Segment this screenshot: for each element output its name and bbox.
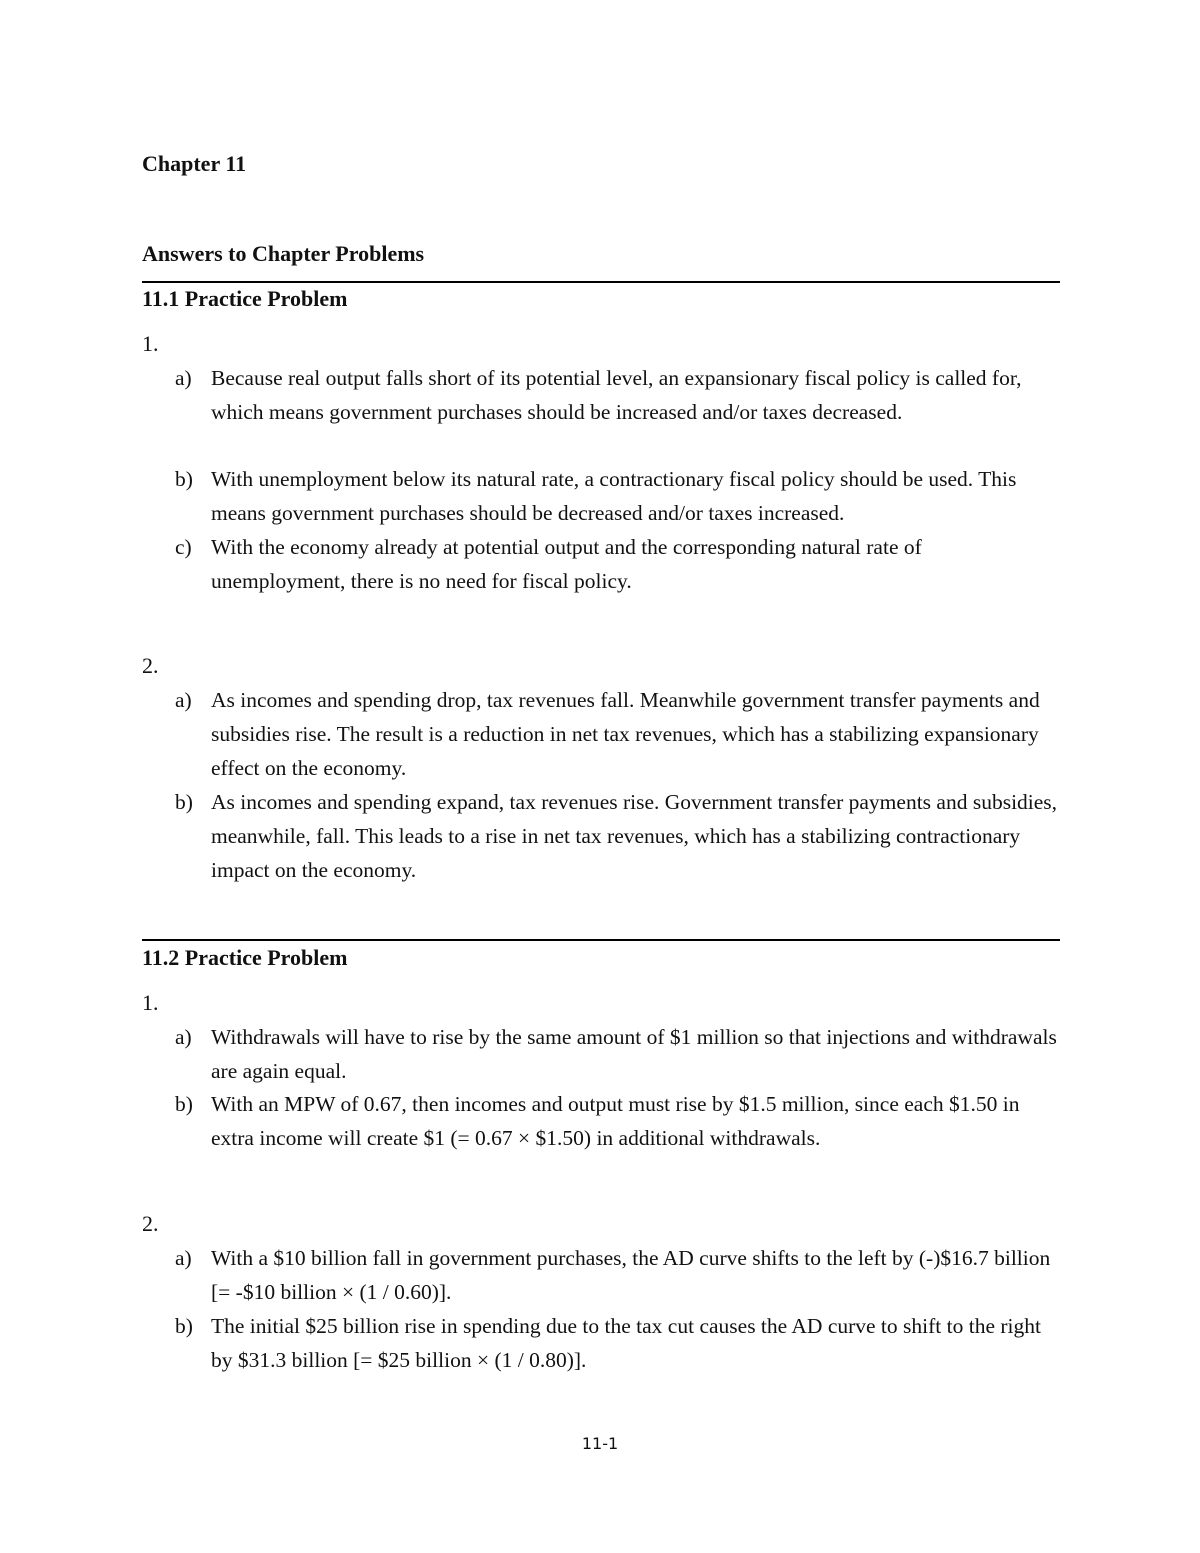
problem-number: 2. <box>142 653 159 678</box>
answer-letter: a) <box>175 1246 192 1270</box>
answer-text: Withdrawals will have to rise by the same amount of $1 million so that injections and withdrawals are again equal. <box>211 1025 1057 1083</box>
chapter-title: Chapter 11 <box>142 151 247 176</box>
answer-letter: b) <box>175 1314 193 1338</box>
answer-text: With unemployment below its natural rate, a contractionary fiscal policy should be used. This means government purchases should be decreased and/or taxes increased. <box>211 467 1017 525</box>
answer-letter: b) <box>175 1092 193 1116</box>
answer-letter: c) <box>175 535 192 559</box>
answer-letter: a) <box>175 1025 192 1049</box>
answer-text: The initial $25 billion rise in spending due to the tax cut causes the AD curve to shift to the right by $31.3 billion [= $25 billion × (1 / 0.80)]. <box>211 1314 1041 1372</box>
answer-item <box>175 1087 1060 1155</box>
answer-item <box>175 530 1060 598</box>
answers-heading: Answers to Chapter Problems <box>142 241 425 266</box>
problem-number: 1. <box>142 990 159 1015</box>
answer-letter: b) <box>175 790 193 814</box>
answer-text: With the economy already at potential output and the corresponding natural rate of unemployment, there is no need for fiscal policy. <box>211 535 922 593</box>
problem-number: 2. <box>142 1211 159 1236</box>
answer-item <box>175 683 1060 785</box>
page-number: 11-1 <box>581 1434 619 1453</box>
answer-letter: a) <box>175 688 192 712</box>
section-title: 11.1 Practice Problem <box>142 286 348 311</box>
answer-item <box>175 1309 1060 1377</box>
answer-item <box>175 462 1060 530</box>
section-divider <box>142 281 1060 283</box>
section-divider <box>142 939 1060 941</box>
answer-text: With a $10 billion fall in government purchases, the AD curve shifts to the left by (-)$16.7 billion [= -$10 billion × (1 / 0.60)]. <box>211 1246 1051 1304</box>
answer-item <box>175 1241 1060 1309</box>
answer-text: Because real output falls short of its potential level, an expansionary fiscal policy is called for, which means government purchases should be increased and/or taxes decreased. <box>211 366 1022 424</box>
answer-text: As incomes and spending drop, tax revenues fall. Meanwhile government transfer payments and subsidies rise. The result is a reduction in net tax revenues, which has a stabilizing expansionary effect on the economy. <box>211 688 1040 780</box>
problem-number: 1. <box>142 331 159 356</box>
answer-item <box>175 1020 1060 1088</box>
answer-item <box>175 785 1060 887</box>
answer-text: With an MPW of 0.67, then incomes and output must rise by $1.5 million, since each $1.50 in extra income will create $1 (= 0.67 × $1.50) in additional withdrawals. <box>211 1092 1020 1150</box>
answer-letter: b) <box>175 467 193 491</box>
section-title: 11.2 Practice Problem <box>142 945 348 970</box>
answer-letter: a) <box>175 366 192 390</box>
answer-text: As incomes and spending expand, tax revenues rise. Government transfer payments and subsidies, meanwhile, fall. This leads to a rise in net tax revenues, which has a stabilizing contractionary impact on the economy. <box>211 790 1058 882</box>
answer-item <box>175 361 1060 429</box>
